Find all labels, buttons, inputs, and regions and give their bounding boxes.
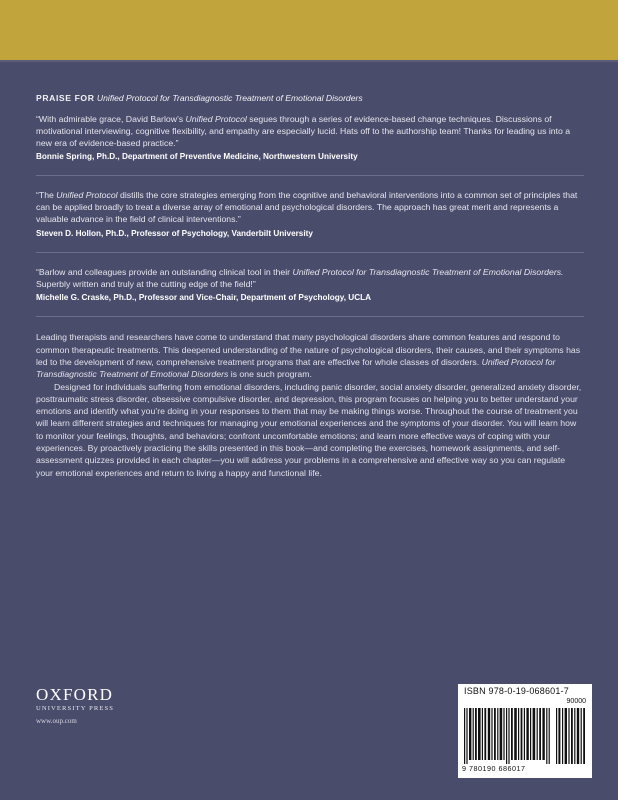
price-code: 90000 [566, 698, 586, 705]
praise-book-title: Unified Protocol for Transdiagnostic Treatment of Emotional Disorders [96, 93, 363, 103]
description-paragraph-1: Leading therapists and researchers have come to understand that many psychological disorders share common features and respond to common therapeutic treatments. This deepened understanding of the nature of psychological disorders, their causes, and their symptoms has led to the development of new, comprehensive treatment programs that are effective for whole classes of disorders. Unified Protocol for Transdiagnostic Treatment of Emotional Disorders is one such program. [36, 332, 581, 380]
ean-digits: 9 780190 686017 [462, 764, 526, 773]
quote-divider [36, 316, 584, 317]
description-paragraph-2: Designed for individuals suffering from emotional disorders, including panic disorder, social anxiety disorder, generalized anxiety disorder, posttraumatic stress disorder, obsessive compulsive disorder, and depression, this program focuses on helping you to better understand your emotions and identify what you’re doing in your responses to them that may be making things worse. Throughout the course of treatment you will learn different strategies and techniques for managing your emotional experiences and the symptoms of your disorder. You will learn how to monitor your feelings, thoughts, and behaviors; confront uncomfortable emotions; and learn more effective ways of coping with your experiences. By proactively practicing the skills presented in this book—and completing the exercises, homework assignments, and self-assessment quizzes provided in each chapter—you will address your problems in a comprehensive and effective way so you can regulate your emotional experiences and return to living a happy and functional life. [36, 381, 582, 478]
endorsement-quote-3 [36, 267, 584, 305]
book-description [36, 331, 584, 479]
quote-author: Michelle G. Craske, Ph.D., Professor and Vice-Chair, Department of Psychology, UCLA [36, 293, 372, 303]
isbn-barcode [458, 684, 592, 778]
top-rule-line [0, 60, 618, 62]
quote-text: “The Unified Protocol distills the core strategies emerging from the cognitive and behavioral interventions into a common set of principles that can be applied broadly to treat a diverse array of emotional and psychological disorders. The approach has great merit and represents a valuable advance in the field of clinical interventions.” [36, 190, 578, 224]
praise-header [36, 92, 584, 104]
endorsement-quote-1 [36, 114, 584, 163]
isbn-number: ISBN 978-0-19-068601-7 [464, 686, 569, 696]
publisher-press: UNIVERSITY PRESS [36, 705, 114, 712]
quote-text: “Barlow and colleagues provide an outstanding clinical tool in their Unified Protocol for Transdiagnostic Treatment of Emotional Disorders. Superbly written and truly at the cutting edge of the field!” [36, 266, 564, 289]
ean-barcode-bars [464, 708, 552, 764]
praise-lead: PRAISE FOR [36, 93, 95, 103]
quote-text: “With admirable grace, David Barlow’s Unified Protocol segues through a series of evidence-based change techniques. Discussions of motivational interviewing, cognitive flexibility, and empathy are especially lucid. Hats off to the authorship team! Thanks for leading us into a new era of evidence-based practice.” [36, 114, 571, 148]
top-color-band [0, 0, 618, 60]
oxford-logo [36, 686, 146, 712]
quote-divider [36, 175, 584, 176]
quote-divider [36, 252, 584, 253]
publisher-name: OXFORD [36, 685, 114, 704]
publisher-url: www.oup.com [36, 717, 77, 725]
quote-author: Steven D. Hollon, Ph.D., Professor of Psychology, Vanderbilt University [36, 228, 313, 238]
quote-author: Bonnie Spring, Ph.D., Department of Preventive Medicine, Northwestern University [36, 152, 358, 162]
endorsement-quote-2 [36, 190, 584, 239]
addon-barcode-bars [556, 708, 586, 764]
back-cover-content [36, 92, 584, 479]
